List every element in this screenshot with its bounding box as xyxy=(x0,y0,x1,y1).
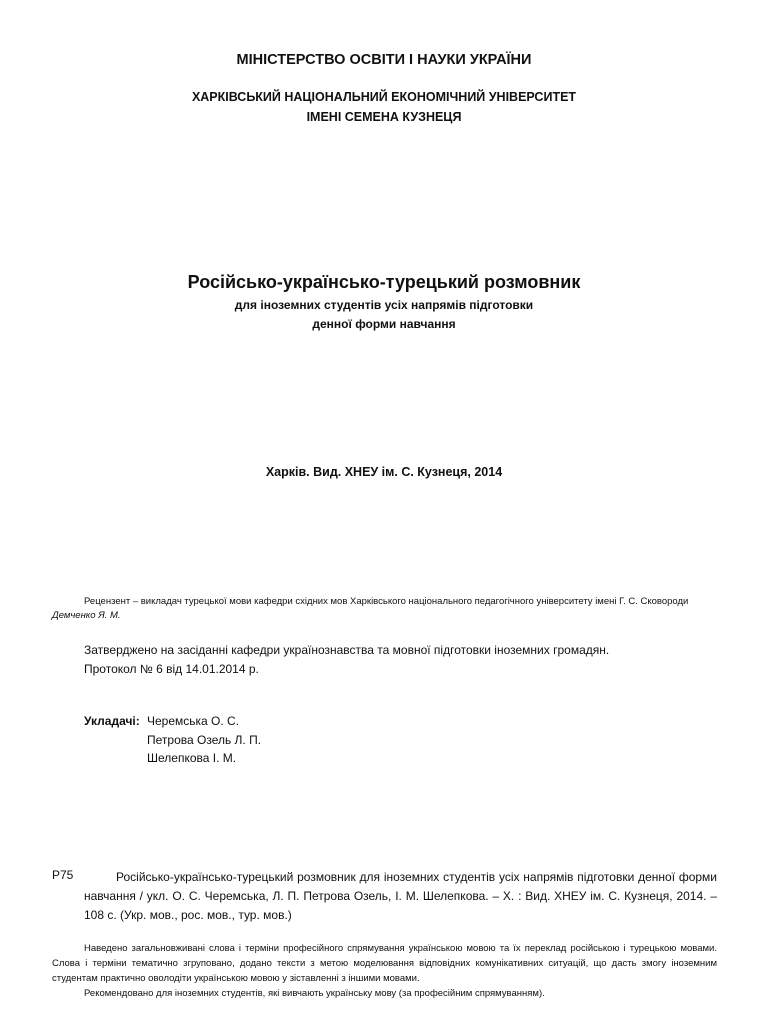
reviewer-text: Рецензент – викладач турецької мови кафедри східних мов Харківського національного педагогічного університету імені Г. С. Сковороди xyxy=(84,596,689,607)
document-title: Російсько-українсько-турецький розмовник xyxy=(187,272,581,292)
approval-line: Затверджено на засіданні кафедри українознавства та мовної підготовки іноземних громадян. xyxy=(84,643,610,657)
compilers-block xyxy=(84,712,261,768)
classification-code: Р75 xyxy=(52,868,74,882)
annotation-recommendation: Рекомендовано для іноземних студентів, які вивчають українську мову (за професійним спрямуванням). xyxy=(84,988,545,999)
reviewer-name: Демченко Я. М. xyxy=(52,610,121,621)
annotation-block xyxy=(52,941,717,1001)
bibliographic-description: Російсько-українсько-турецький розмовник для іноземних студентів усіх напрямів підготовки денної форми навчання / укл. О. С. Черемська, Л. П. Петрова Озель, І. М. Шелепкова. – Х. : Вид. ХНЕУ ім. С. Кузнеця, 2014. – 108 с. (Укр. мов., рос. мов., тур. мов.) xyxy=(84,870,717,922)
reviewer-block xyxy=(52,595,722,623)
annotation-paragraph: Наведено загальновживані слова і терміни професійного спрямування українською мовою та їх переклад російською і турецькою мовами. Слова і терміни тематично згруповано, додано тексти з метою моделювання відповідних комунікативних ситуацій, що дасть змогу іноземним студентам практично оволодіти українською мовою у зіставленні з іншими мовами. xyxy=(52,943,717,984)
approval-block xyxy=(84,641,704,679)
compiler-name: Шелепкова І. М. xyxy=(147,751,237,765)
ministry-heading: МІНІСТЕРСТВО ОСВІТИ І НАУКИ УКРАЇНИ xyxy=(236,52,532,68)
compiler-name: Черемська О. С. xyxy=(147,714,240,728)
university-name-line2: ІМЕНІ СЕМЕНА КУЗНЕЦЯ xyxy=(306,110,462,124)
document-subtitle-line2: денної форми навчання xyxy=(312,317,456,331)
document-subtitle-line1: для іноземних студентів усіх напрямів підготовки xyxy=(234,298,534,312)
publisher-imprint: Харків. Вид. ХНЕУ ім. С. Кузнеця, 2014 xyxy=(265,465,503,479)
university-name-line1: ХАРКІВСЬКИЙ НАЦІОНАЛЬНИЙ ЕКОНОМІЧНИЙ УНІВЕРСИТЕТ xyxy=(191,90,577,104)
compiler-name: Петрова Озель Л. П. xyxy=(147,732,262,747)
compilers-names xyxy=(147,712,261,768)
compilers-label: Укладачі: xyxy=(84,714,140,728)
protocol-line: Протокол № 6 від 14.01.2014 р. xyxy=(84,662,259,676)
